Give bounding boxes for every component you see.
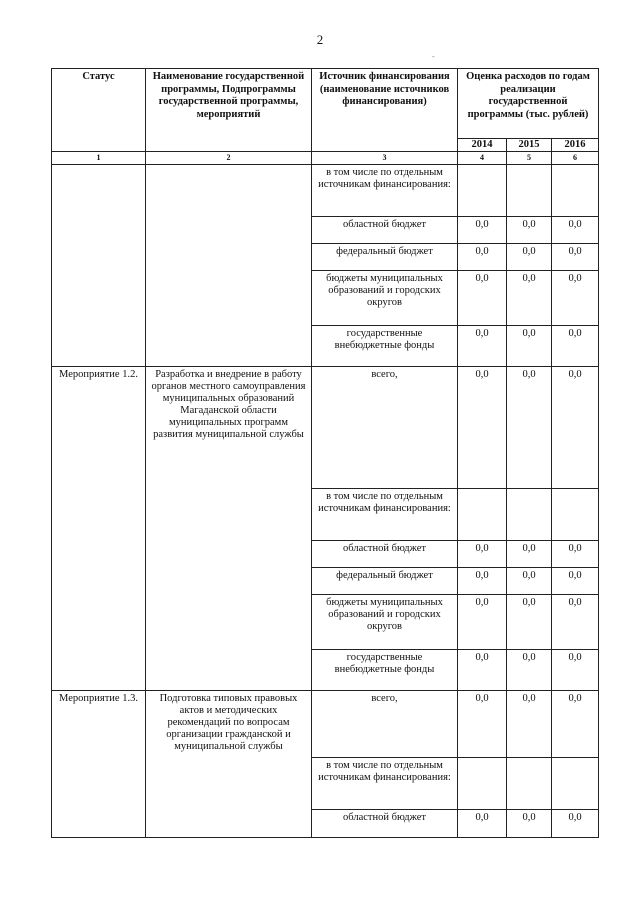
value-cell: 0,0 (507, 650, 552, 691)
value-cell: 0,0 (552, 691, 599, 758)
value-cell: 0,0 (552, 541, 599, 568)
source-municipal: бюджеты муниципальных образований и городских округов (312, 595, 458, 650)
header-estimate: Оценка расходов по годам реализации государственной программы (тыс. рублей) (458, 69, 599, 139)
header-status: Статус (52, 69, 146, 152)
value-cell: 0,0 (507, 326, 552, 367)
value-cell: 0,0 (552, 650, 599, 691)
source-municipal: бюджеты муниципальных образований и городских округов (312, 271, 458, 326)
source-including: в том числе по отдельным источникам финансирования: (312, 165, 458, 217)
status-event-1-3: Мероприятие 1.3. (52, 691, 146, 838)
value-cell: 0,0 (507, 595, 552, 650)
source-offbudget: государственные внебюджетные фонды (312, 326, 458, 367)
status-cell-empty (52, 165, 146, 367)
col-number: 6 (552, 152, 599, 165)
value-cell: 0,0 (552, 326, 599, 367)
value-cell: 0,0 (458, 217, 507, 244)
source-regional: областной бюджет (312, 810, 458, 838)
value-cell: 0,0 (552, 367, 599, 489)
source-including: в том числе по отдельным источникам финансирования: (312, 758, 458, 810)
value-cell: 0,0 (552, 595, 599, 650)
value-cell: 0,0 (552, 244, 599, 271)
corner-mark: - (432, 52, 435, 61)
col-number: 2 (146, 152, 312, 165)
value-cell: 0,0 (507, 810, 552, 838)
col-number: 1 (52, 152, 146, 165)
value-cell: 0,0 (552, 568, 599, 595)
value-cell: 0,0 (552, 217, 599, 244)
status-event-1-2: Мероприятие 1.2. (52, 367, 146, 691)
header-year-2016: 2016 (552, 139, 599, 152)
value-cell: 0,0 (507, 568, 552, 595)
source-federal: федеральный бюджет (312, 244, 458, 271)
col-number: 4 (458, 152, 507, 165)
source-offbudget: государственные внебюджетные фонды (312, 650, 458, 691)
value-cell: 0,0 (507, 367, 552, 489)
value-cell: 0,0 (552, 271, 599, 326)
source-federal: федеральный бюджет (312, 568, 458, 595)
value-cell: 0,0 (458, 367, 507, 489)
source-total: всего, (312, 691, 458, 758)
header-year-2015: 2015 (507, 139, 552, 152)
value-cell: 0,0 (507, 217, 552, 244)
name-event-1-3: Подготовка типовых правовых актов и методических рекомендаций по вопросам организации гражданской и муниципальной службы (146, 691, 312, 838)
value-cell: 0,0 (458, 810, 507, 838)
value-cell: 0,0 (458, 595, 507, 650)
source-regional: областной бюджет (312, 541, 458, 568)
header-source: Источник финансирования (наименование источников финансирования) (312, 69, 458, 152)
header-name: Наименование государственной программы, Подпрограммы государственной программы, мероприятий (146, 69, 312, 152)
value-cell: 0,0 (458, 244, 507, 271)
header-year-2014: 2014 (458, 139, 507, 152)
budget-table (51, 68, 599, 838)
source-total: всего, (312, 367, 458, 489)
value-cell: 0,0 (458, 326, 507, 367)
value-cell: 0,0 (507, 691, 552, 758)
value-cell: 0,0 (458, 650, 507, 691)
name-cell-empty (146, 165, 312, 367)
value-cell: 0,0 (507, 244, 552, 271)
value-cell: 0,0 (507, 271, 552, 326)
value-cell: 0,0 (458, 568, 507, 595)
value-cell: 0,0 (507, 541, 552, 568)
name-event-1-2: Разработка и внедрение в работу органов местного самоуправления муниципальных образований Магаданской области муниципальных программ развития муниципальной службы (146, 367, 312, 691)
page-number: 2 (316, 32, 324, 47)
value-cell: 0,0 (458, 691, 507, 758)
value-cell: 0,0 (552, 810, 599, 838)
col-number: 5 (507, 152, 552, 165)
value-cell: 0,0 (458, 271, 507, 326)
value-cell: 0,0 (458, 541, 507, 568)
source-including: в том числе по отдельным источникам финансирования: (312, 489, 458, 541)
col-number: 3 (312, 152, 458, 165)
source-regional: областной бюджет (312, 217, 458, 244)
